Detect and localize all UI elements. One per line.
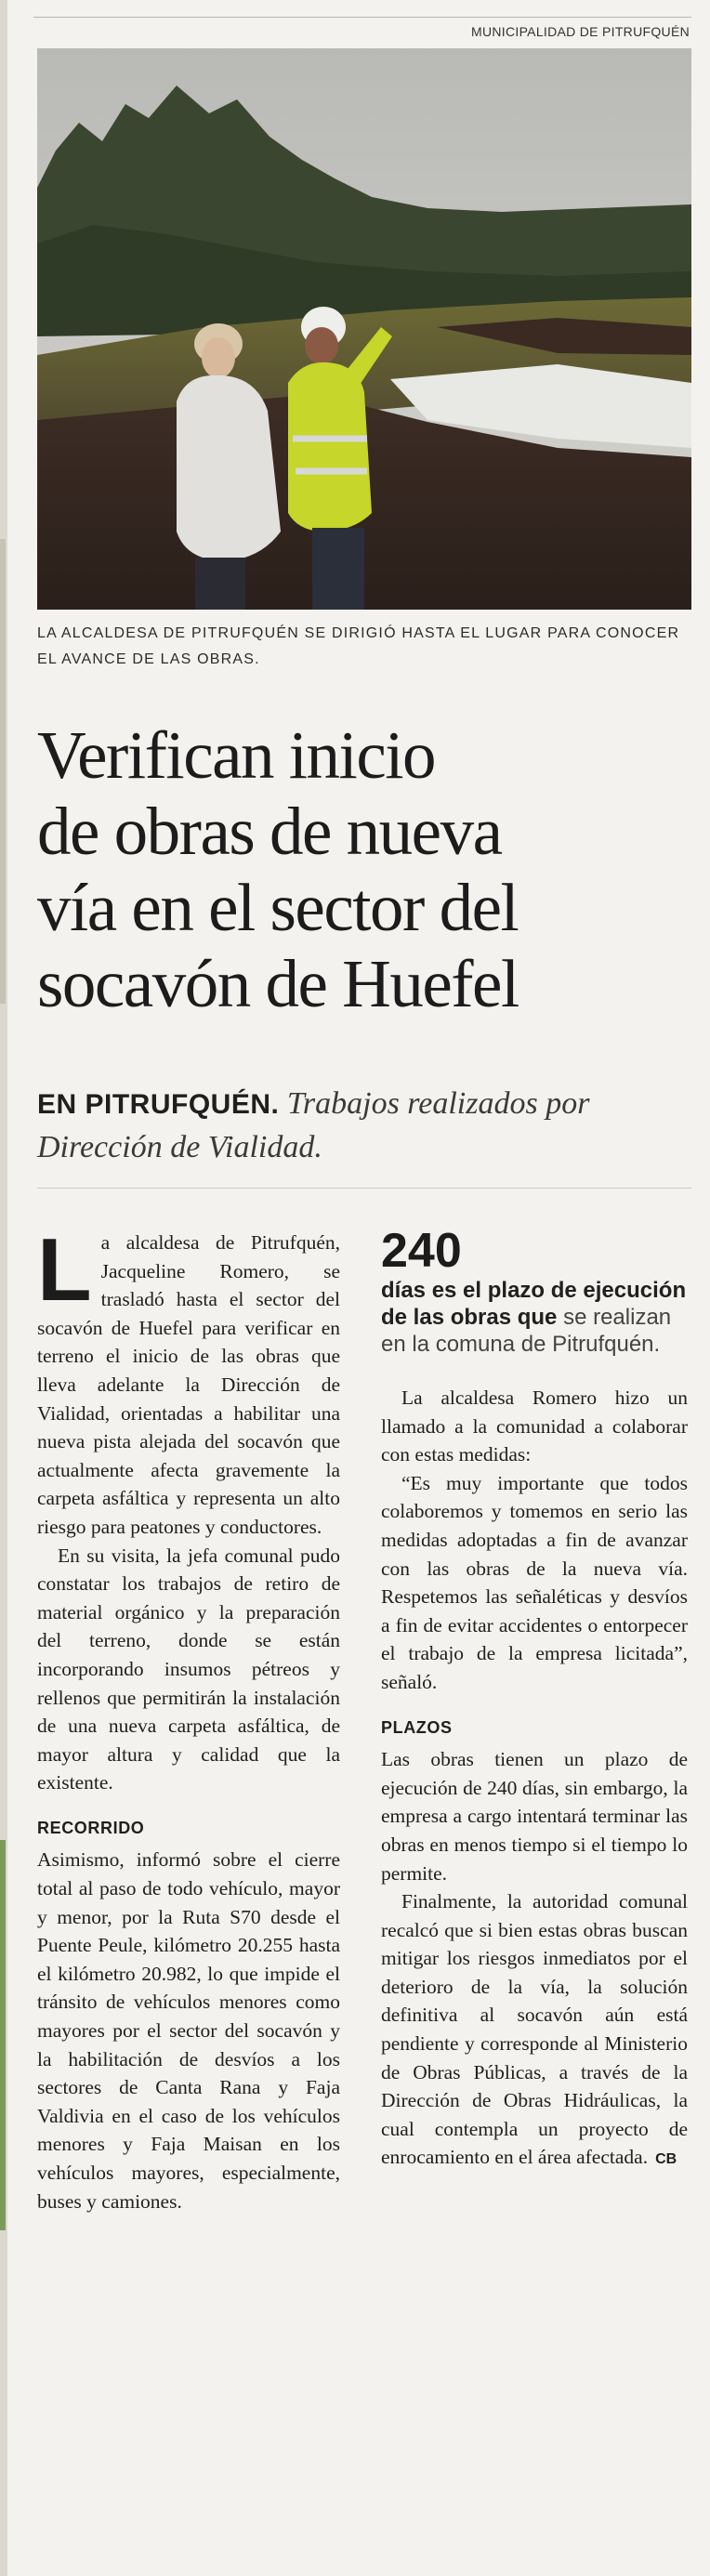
section-name: MUNICIPALIDAD DE PITRUFQUÉN (471, 24, 690, 39)
construction-site-photo (37, 48, 691, 610)
body-paragraph: La alcaldesa Romero hizo un llamado a la comunidad a colaborar con estas medidas: (381, 1387, 688, 1466)
fact-text-bold: días es el plazo de ejecución de las obras que (381, 1278, 687, 1330)
adjacent-page-edge (0, 539, 6, 1004)
lead-location: EN PITRUFQUÉN. (37, 1089, 280, 1120)
subhead-recorrido: RECORRIDO (37, 1818, 145, 1837)
fact-text (381, 1277, 688, 1358)
body-paragraph: En su visita, la jefa comunal pudo constatar los trabajos de retiro de material orgánico y la preparación del terreno, donde se están incorporando insumos pétreos y rellenos que permitirán la instalación de una nueva carpeta asfáltica, de mayor altura y calidad que la existente. (37, 1544, 340, 1794)
subhead-plazos: PLAZOS (381, 1717, 453, 1737)
body-text: a alcaldesa de Pitrufquén, Jacqueline Romero, se trasladó hasta el sector del socavón de Huefel para verificar en terreno el inicio de las obras que lleva adelante la Dirección de Vialidad, orientadas a habilitar una nueva pista alejada del socavón que actualmente afecta gravemente la carpeta asfáltica y representa un alto riesgo para peatones y conductores. (37, 1231, 340, 1538)
headline-line: Verifican inicio (37, 717, 436, 793)
quote-paragraph: “Es muy importante que todos colaboremos y tomemos en serio las medidas adoptadas a fin de avanzar con las obras de la nueva vía. Respetemos las señaléticas y desvíos a fin de evitar accidentes o entorpecer el trabajo de la empresa licitada”, señaló. (381, 1471, 688, 1693)
body-paragraph: Las obras tienen un plazo de ejecución de 240 días, sin embargo, la empresa a cargo intentará terminar las obras en menos tiempo si el tiempo lo permite. (381, 1748, 688, 1885)
header-rule (33, 17, 691, 18)
author-end-mark: CB (655, 2151, 677, 2168)
adjacent-page-image-edge (0, 1840, 6, 2230)
article-photo (37, 48, 691, 610)
fact-box (381, 1225, 688, 1358)
article-column-right (381, 1225, 688, 2175)
body-paragraph (37, 1220, 340, 1542)
article-headline (37, 717, 688, 1022)
article-column-left (37, 1220, 340, 2215)
headline-line: de obras de nueva (37, 794, 502, 869)
body-paragraph (381, 1887, 688, 2175)
article-lead (37, 1083, 688, 1169)
body-text: Finalmente, la autoridad comunal recalcó que si bien estas obras buscan mitigar los riesgos inmediatos por el deterioro de la vía, la solución definitiva al socavón aún está pendiente y corresponde al Ministerio de Obras Públicas, a través de la Dirección de Obras Hidráulicas, la cual contempla un proyecto de enrocamiento en el área afectada. (381, 1890, 688, 2169)
lead-rule (37, 1188, 691, 1189)
headline-line: vía en el sector del (37, 870, 519, 945)
fact-number: 240 (381, 1224, 462, 1278)
headline-line: socavón de Huefel (37, 946, 519, 1021)
lead-text: Trabajos realizados por Dirección de Vialidad. (37, 1086, 590, 1164)
drop-cap: L (37, 1220, 92, 1320)
photo-caption: LA ALCALDESA DE PITRUFQUÉN SE DIRIGIÓ HASTA EL LUGAR PARA CONOCER EL AVANCE DE LAS OBRAS. (37, 625, 680, 667)
body-paragraph: Asimismo, informó sobre el cierre total al paso de todo vehículo, mayor y menor, por la Ruta S70 desde el Puente Peule, kilómetro 20.255 hasta el kilómetro 20.982, lo que impide el tránsito de vehículos menores como mayores por el sector del socavón y la habilitación de desvíos a los sectores de Canta Rana y Faja Valdivia en el caso de los vehículos menores y Faja Maisan en los vehículos mayores, especialmente, buses y camiones. (37, 1848, 340, 2213)
fact-text-regular: se realizan en la comuna de Pitrufquén. (381, 1305, 672, 1357)
